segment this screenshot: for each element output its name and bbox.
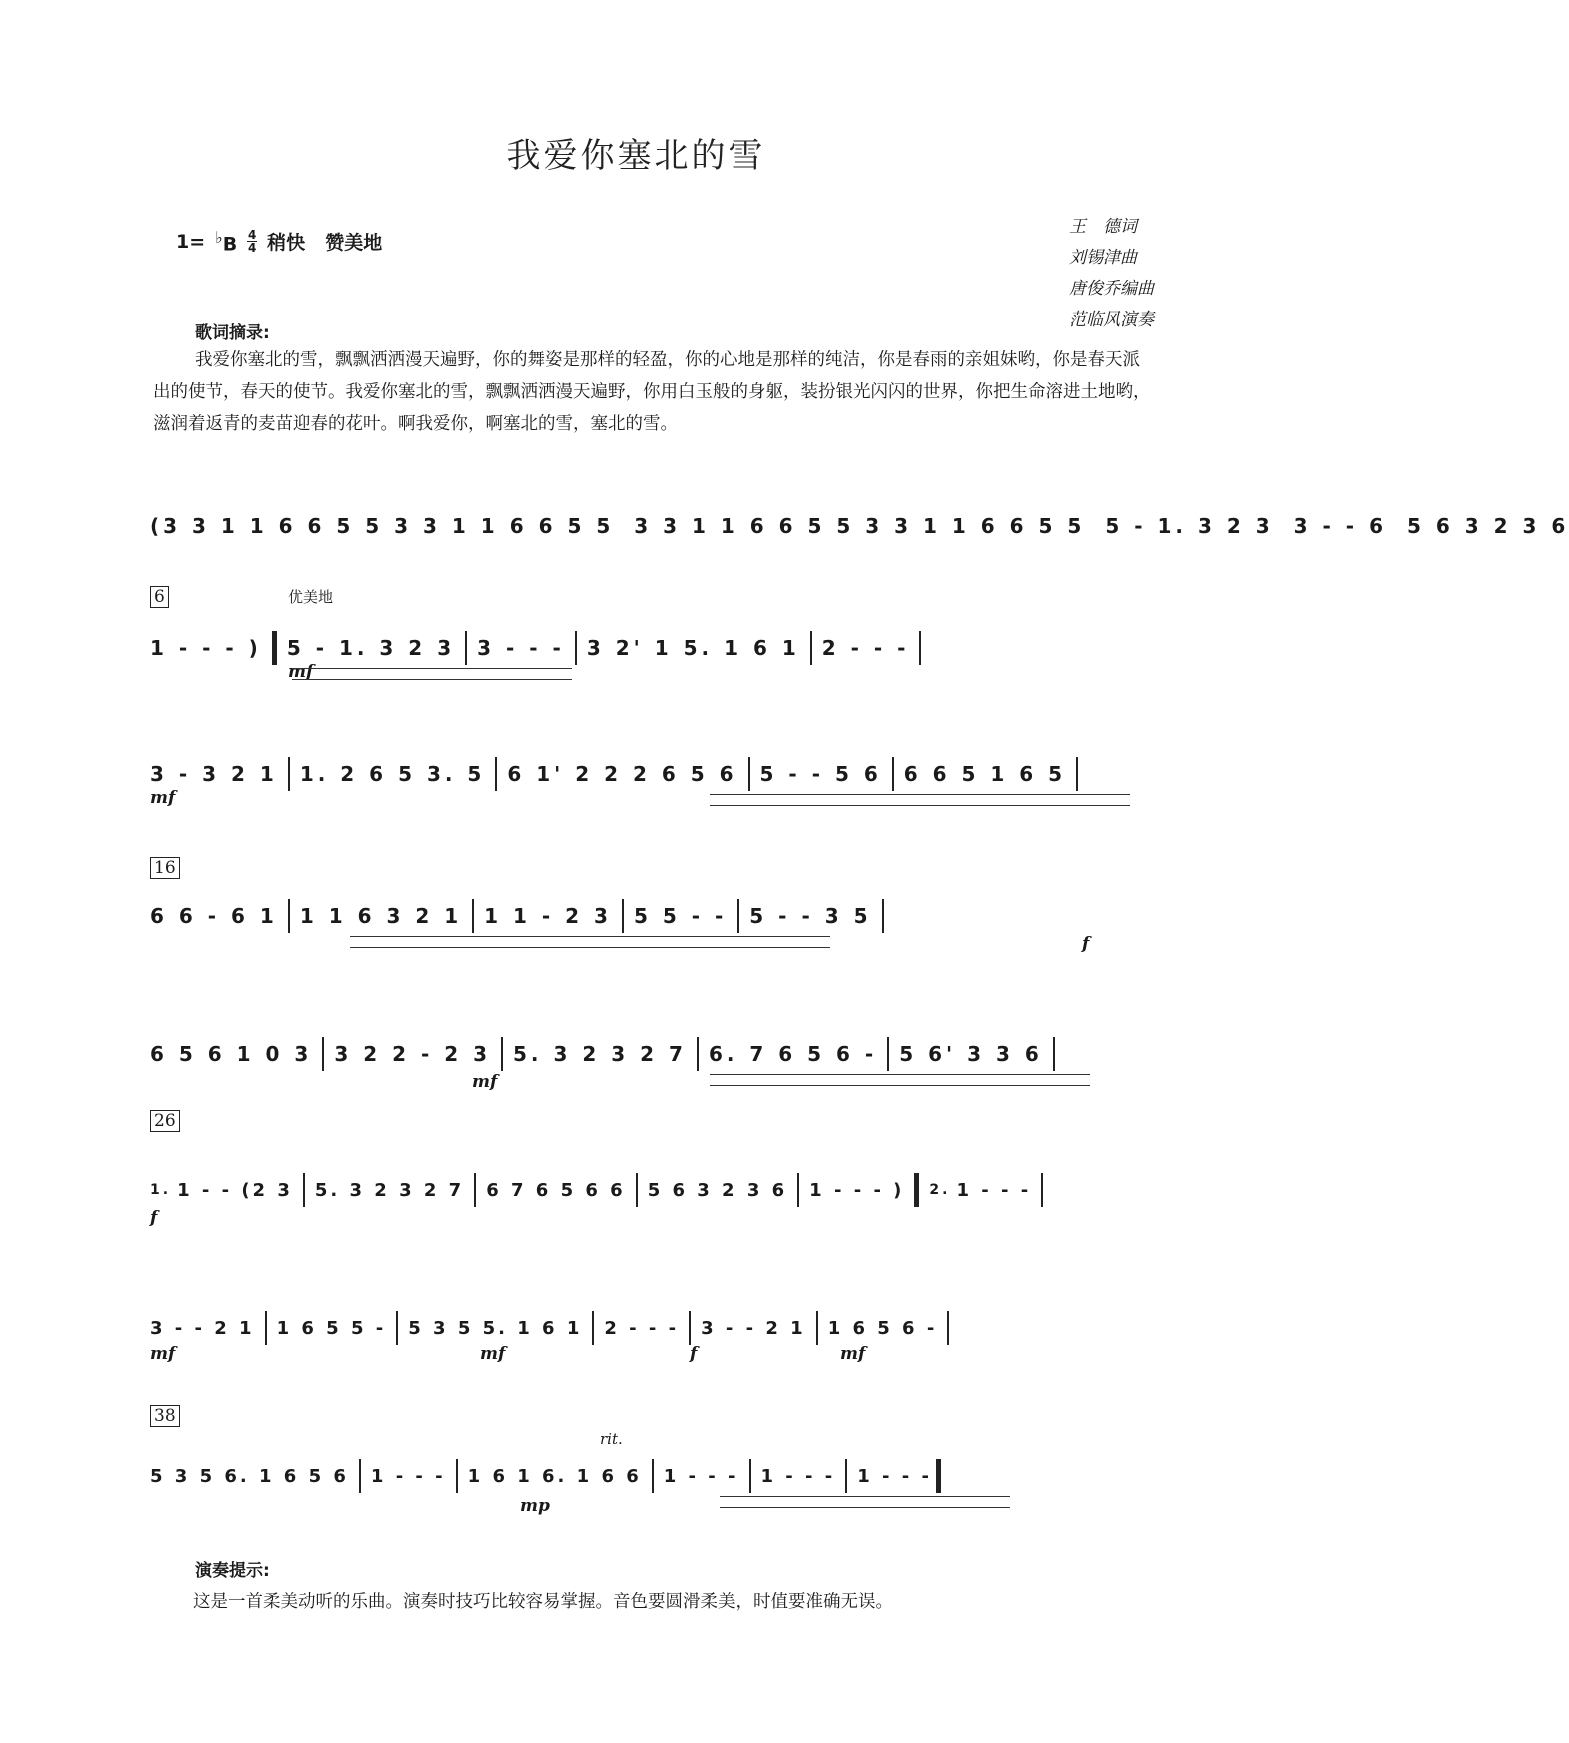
lyrics-label: 歌词摘录: bbox=[195, 323, 270, 343]
tips-text: 这是一首柔美动听的乐曲。演奏时技巧比较容易掌握。音色要圆滑柔美，时值要准确无误。 bbox=[193, 1592, 893, 1612]
time-bottom: 4 bbox=[247, 241, 257, 256]
measure-number: 16 bbox=[150, 857, 180, 879]
score-bar: 6 6 - 6 1 bbox=[150, 904, 278, 928]
score-system bbox=[150, 494, 1569, 558]
key-note: B bbox=[222, 233, 238, 256]
diminuendo-hairpin bbox=[720, 1496, 1010, 1508]
score-bar: 3 3 1 1 6 6 5 5 3 3 1 1 6 6 5 5 bbox=[634, 514, 1086, 538]
score-bar: 1 - - (2 3 bbox=[177, 1179, 293, 1201]
dynamic-marking: mf bbox=[480, 1344, 506, 1364]
score-system bbox=[150, 742, 1156, 806]
key-signature bbox=[176, 228, 382, 255]
score-bar: 6 7 6 5 6 6 bbox=[486, 1179, 626, 1201]
crescendo-hairpin bbox=[710, 1074, 1090, 1086]
score-bar: 5 3 5 6. 1 6 5 6 bbox=[150, 1465, 349, 1487]
score-bar: 1 - - - bbox=[663, 1465, 739, 1487]
score-bar: 3 - - 6 bbox=[1293, 514, 1387, 538]
tips-label: 演奏提示: bbox=[195, 1561, 270, 1581]
score-bar: 3 - - 2 1 bbox=[701, 1317, 806, 1339]
score-bar: 5 6 3 2 3 6 bbox=[647, 1179, 788, 1201]
score-bar: 1 - - - bbox=[956, 1179, 1032, 1201]
score-bar: 3 - - - bbox=[477, 636, 565, 660]
score-bar: 1 - - - ) bbox=[809, 1179, 905, 1201]
score-bar: 5. 3 2 3 2 7 bbox=[513, 1042, 687, 1066]
dynamic-marking: mp bbox=[520, 1496, 550, 1516]
dynamic-marking: f bbox=[150, 1208, 158, 1228]
score-bar: 1 - - - bbox=[370, 1465, 446, 1487]
dynamic-marking: mf bbox=[472, 1072, 498, 1092]
score-bar: 1 6 5 6 - bbox=[827, 1317, 938, 1339]
time-signature bbox=[247, 229, 257, 254]
score-bar: 5. 3 2 3 2 7 bbox=[314, 1179, 465, 1201]
composer: 刘锡津曲 bbox=[1069, 248, 1137, 268]
crescendo-hairpin bbox=[292, 668, 572, 680]
dynamic-marking: f bbox=[690, 1344, 698, 1364]
volta-first: 1. bbox=[150, 1182, 172, 1198]
key-prefix: 1= bbox=[176, 230, 206, 253]
score-bar: 5 3 5 5. 1 6 1 bbox=[408, 1317, 583, 1339]
score-bar: 1. 2 6 5 3. 5 bbox=[299, 762, 486, 786]
flat-sign: ♭ bbox=[215, 228, 223, 247]
lyricist: 王 德词 bbox=[1069, 217, 1137, 237]
score-bar: 5 5 - - bbox=[633, 904, 728, 928]
score-bar: 1 - - - bbox=[857, 1465, 933, 1487]
score-bar: 5 - 1. 3 2 3 bbox=[1105, 514, 1274, 538]
score-bar: 5 6 3 2 3 6 bbox=[1406, 514, 1569, 538]
score-bar: 1 1 - 2 3 bbox=[484, 904, 612, 928]
score-bar: 1 6 5 5 - bbox=[276, 1317, 387, 1339]
score-bar: 2 - - - bbox=[604, 1317, 680, 1339]
score-bar: 6 1' 2 2 2 6 5 6 bbox=[507, 762, 738, 786]
lyrics-text: 我爱你塞北的雪，飘飘洒洒漫天遍野，你的舞姿是那样的轻盈，你的心地是那样的纯洁，你是春雨的亲姐妹哟，你是春天派出的使节，春天的使节。我爱你塞北的雪，飘飘洒洒漫天遍野，你用白玉般的身躯，装扮银光闪闪的世界，你把生命溶进土地哟，滋润着返青的麦苗迎春的花叶。啊我爱你，啊塞北的雪，塞北的雪。 bbox=[153, 350, 1151, 434]
measure-number: 26 bbox=[150, 1110, 180, 1132]
score-bar: 1 - - - bbox=[760, 1465, 836, 1487]
crescendo-hairpin bbox=[710, 794, 1130, 806]
credits bbox=[1069, 212, 1154, 336]
score-system bbox=[150, 884, 1156, 954]
tempo-marking: 稍快 bbox=[267, 232, 306, 255]
score-bar: 3 - 3 2 1 bbox=[150, 762, 278, 786]
score-bar: 5 - - 5 6 bbox=[759, 762, 882, 786]
score-bar: 1 1 6 3 2 1 bbox=[299, 904, 463, 928]
measure-number: 6 bbox=[150, 586, 169, 608]
score-bar: 2 - - - bbox=[821, 636, 910, 660]
score-bar: 5 - - 3 5 bbox=[749, 904, 872, 928]
dynamic-marking: mf bbox=[288, 662, 314, 682]
volta-second: 2. bbox=[929, 1182, 951, 1198]
score-bar: 6 6 5 1 6 5 bbox=[903, 762, 1067, 786]
score-system bbox=[150, 1158, 1156, 1228]
score-bar: 5 - 1. 3 2 3 bbox=[286, 636, 456, 660]
score-system bbox=[150, 616, 1156, 680]
character-marking: 赞美地 bbox=[325, 232, 383, 255]
dynamic-marking: mf bbox=[150, 1344, 176, 1364]
score-bar: 1 6 1 6. 1 6 6 bbox=[467, 1465, 642, 1487]
score-bar: 3 - - 2 1 bbox=[150, 1317, 255, 1339]
dynamic-marking: mf bbox=[150, 788, 176, 808]
score-bar: 5 6' 3 3 6 bbox=[899, 1042, 1043, 1066]
score-system bbox=[150, 1444, 1156, 1516]
score-bar: 3 2' 1 5. 1 6 1 bbox=[586, 636, 800, 660]
ritardando-marking: rit. bbox=[600, 1430, 623, 1448]
measure-number: 38 bbox=[150, 1405, 180, 1427]
time-top: 4 bbox=[247, 228, 257, 243]
dynamic-marking: mf bbox=[840, 1344, 866, 1364]
arranger: 唐俊乔编曲 bbox=[1069, 279, 1154, 299]
score-bar: 6. 7 6 5 6 - bbox=[708, 1042, 878, 1066]
dynamic-marking: f bbox=[1082, 934, 1090, 954]
score-system bbox=[150, 1296, 1156, 1364]
score-system bbox=[150, 1022, 1156, 1092]
expression-marking: 优美地 bbox=[288, 588, 334, 606]
score-bar: 1 - - - ) bbox=[150, 636, 262, 660]
crescendo-hairpin bbox=[350, 936, 830, 948]
performer: 范临风演奏 bbox=[1069, 310, 1154, 330]
page-title: 我爱你塞北的雪 bbox=[506, 136, 766, 176]
score-bar: (3 3 1 1 6 6 5 5 3 3 1 1 6 6 5 5 bbox=[150, 514, 615, 538]
score-bar: 3 2 2 - 2 3 bbox=[334, 1042, 492, 1066]
score-bar: 6 5 6 1 0 3 bbox=[150, 1042, 313, 1066]
